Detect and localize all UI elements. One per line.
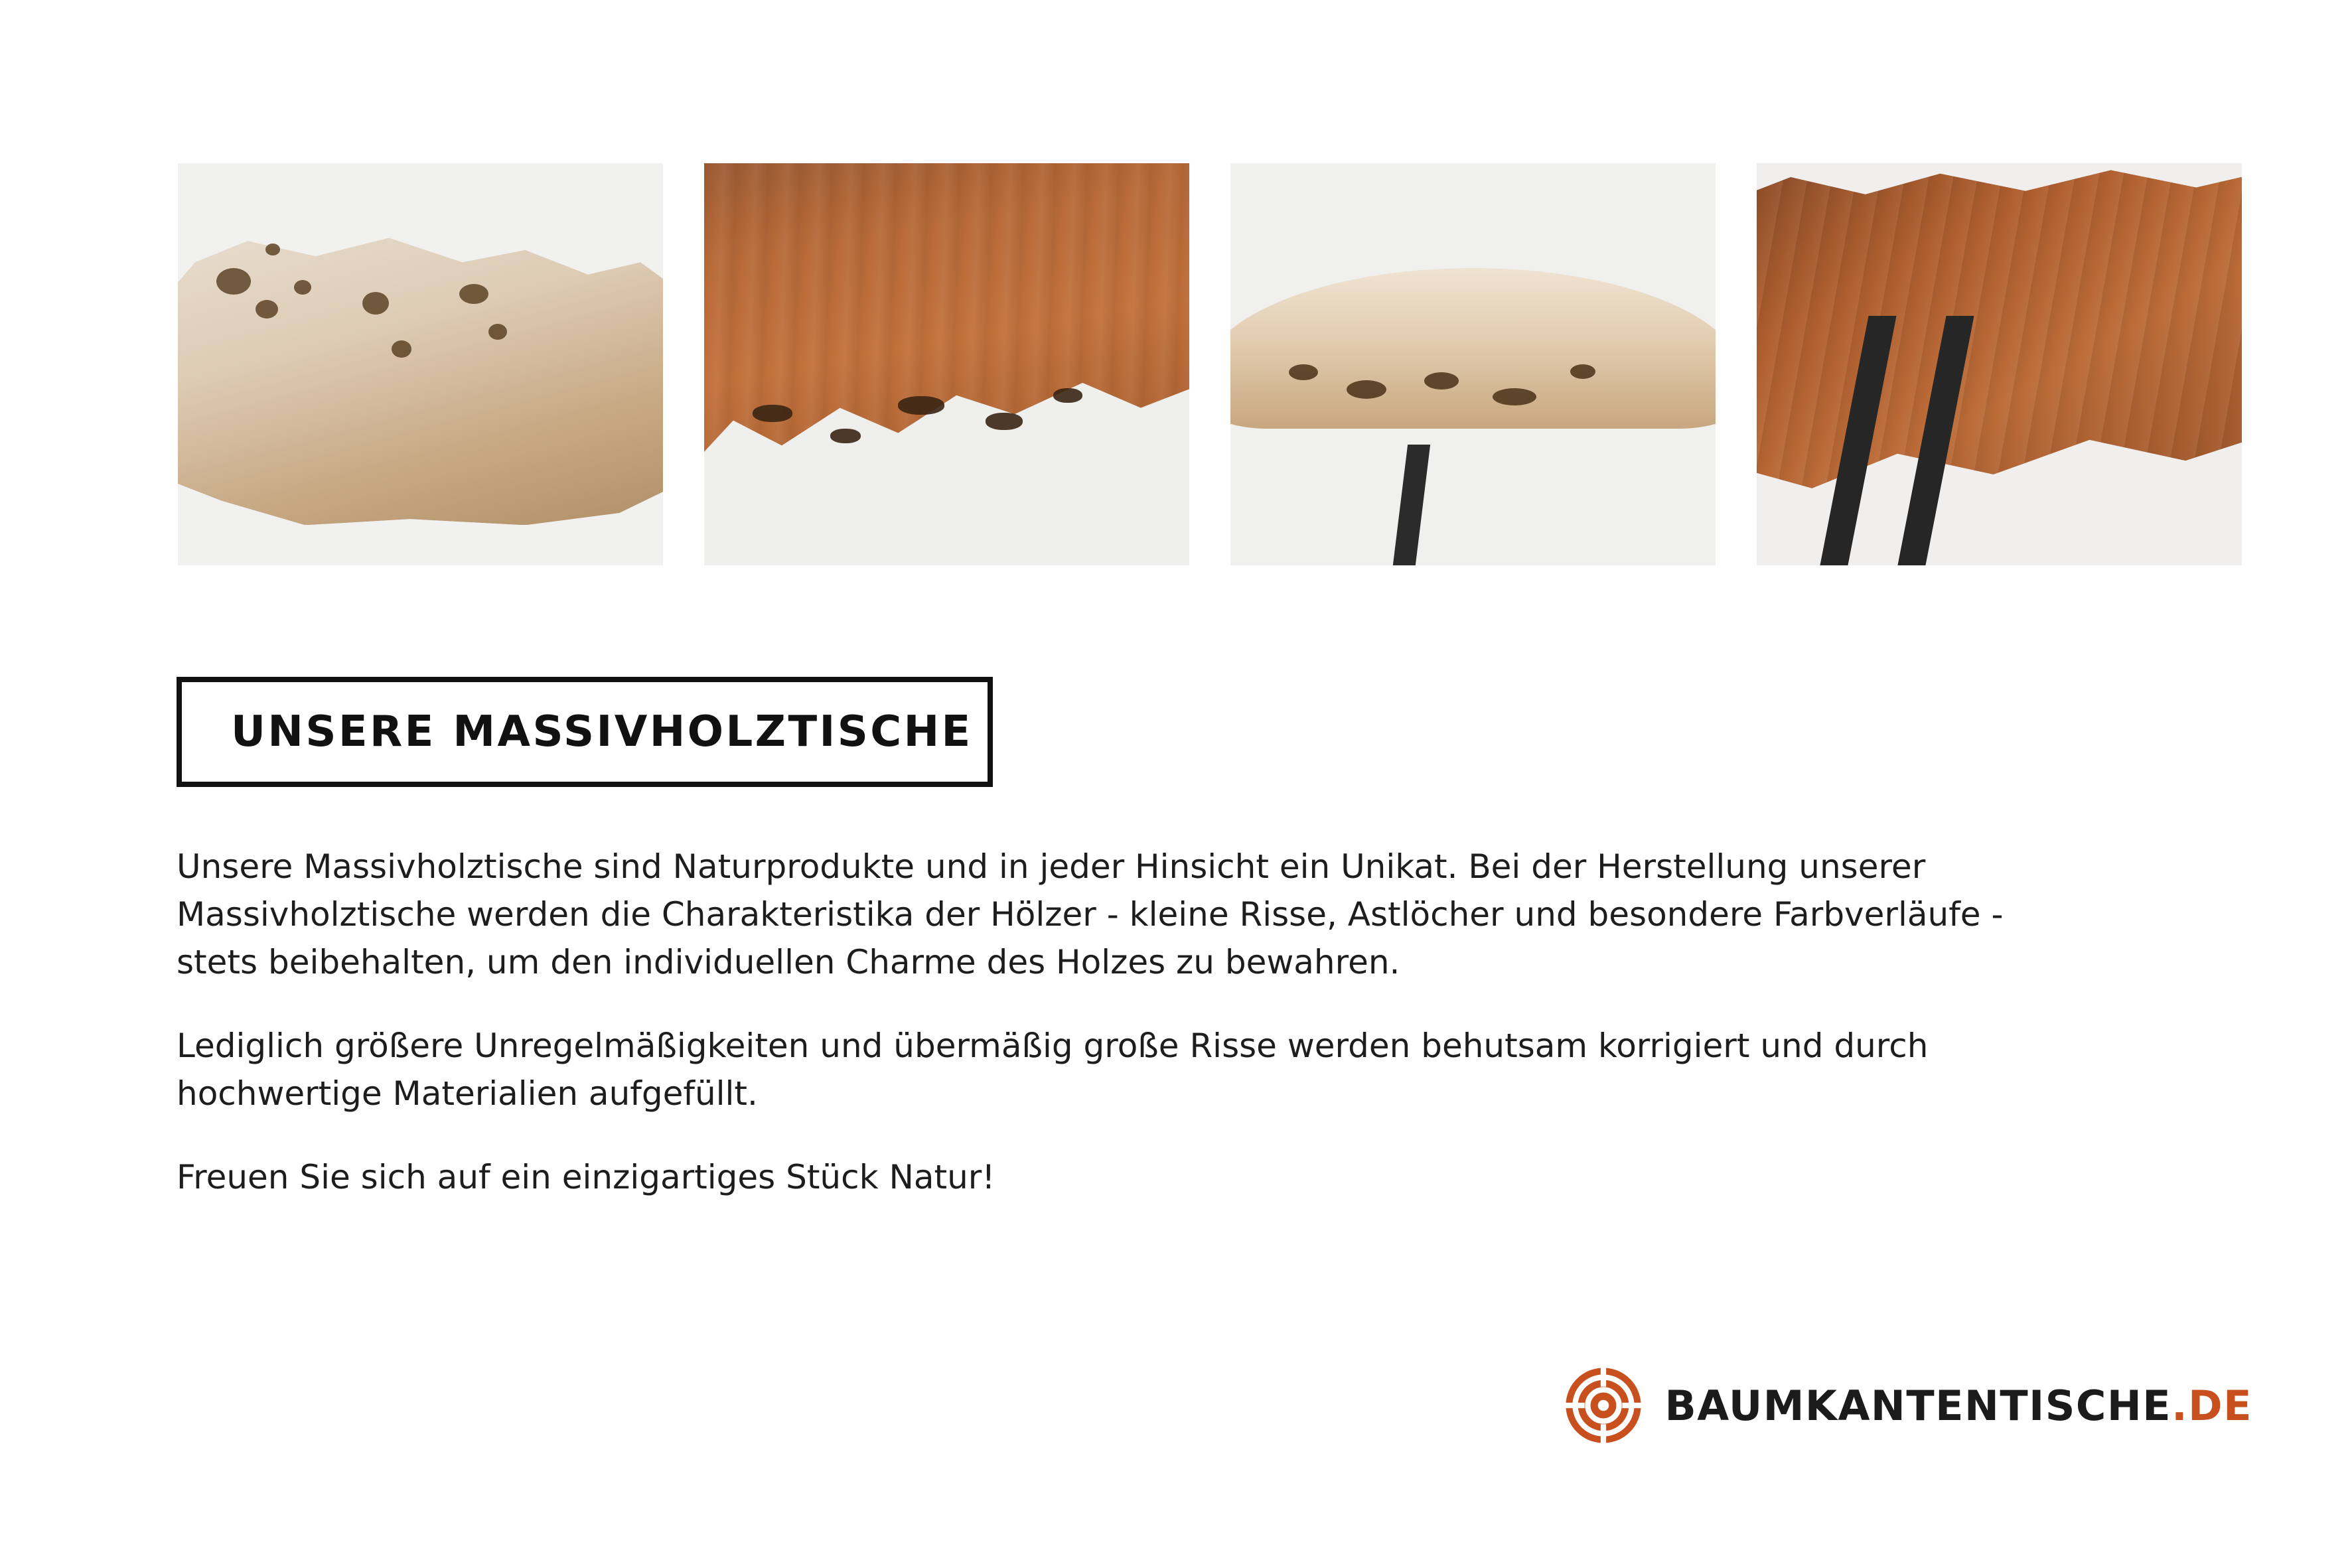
page-title: UNSERE MASSIVHOLZTISCHE: [231, 707, 973, 756]
brand-wordmark: [1665, 1382, 2252, 1430]
knot-hole-icon: [459, 284, 488, 304]
knot-hole-icon: [265, 244, 280, 255]
product-photo-gallery: [178, 163, 2242, 565]
baumkantentische-spiral-logo-icon: [1564, 1366, 1643, 1445]
knot-hole-icon: [830, 429, 861, 443]
knot-hole-icon: [898, 396, 944, 415]
paragraph-3: Freuen Sie sich auf ein einzigartiges Stück Natur!: [177, 1158, 995, 1196]
gallery-photo-3: [1230, 163, 1716, 565]
paragraph-2: Lediglich größere Unregelmäßigkeiten und übermäßig große Risse werden behutsam korrigiert und durch hochwertige Materialien aufgefüllt.: [177, 1027, 1929, 1113]
knot-hole-icon: [1053, 388, 1082, 403]
knot-hole-icon: [392, 340, 411, 358]
brand-name: BAUMKANTENTISCHE: [1664, 1381, 2172, 1430]
section-heading-box: [177, 677, 993, 787]
knot-hole-icon: [1570, 364, 1595, 379]
brand-logo: [1564, 1366, 2252, 1445]
knot-hole-icon: [216, 268, 251, 295]
brand-tld: .DE: [2171, 1381, 2252, 1430]
gallery-photo-4: [1757, 163, 2242, 565]
knot-hole-icon: [753, 405, 792, 422]
paragraph-1: Unsere Massivholztische sind Naturprodukte und in jeder Hinsicht ein Unikat. Bei der Herstellung unserer Massivholztische werden die Charakteristika der Hölzer - kleine Risse, Astlöcher und besondere Farbverläufe - stets beibehalten, um den individuellen Charme des Holzes zu bewahren.: [177, 847, 2004, 981]
body-copy: [177, 843, 2075, 1201]
gallery-photo-1: [178, 163, 663, 565]
knot-hole-icon: [294, 280, 311, 295]
knot-hole-icon: [986, 413, 1023, 430]
gallery-photo-2: [704, 163, 1189, 565]
knot-hole-icon: [1289, 364, 1318, 380]
knot-hole-icon: [256, 300, 278, 319]
knot-hole-icon: [362, 292, 389, 315]
